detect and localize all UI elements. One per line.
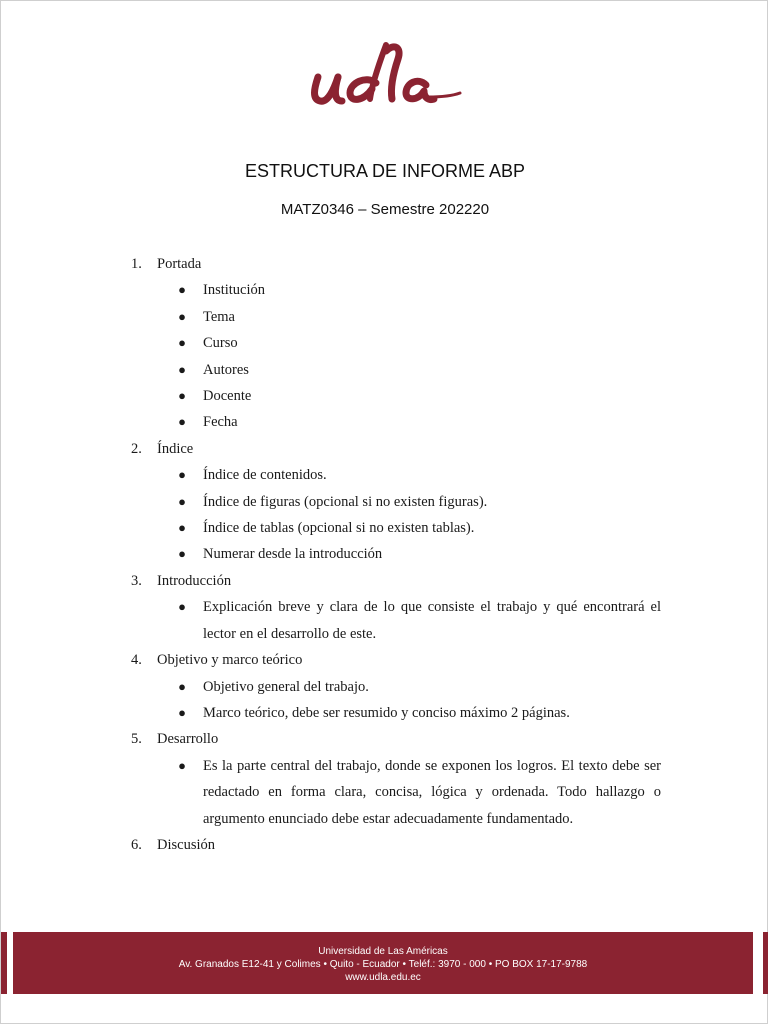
section-number: 6. [131, 836, 142, 853]
section-label: Desarrollo [157, 731, 219, 748]
section-introduccion [131, 568, 661, 594]
bullet-icon: ● [178, 388, 186, 404]
section-number: 2. [131, 440, 142, 457]
bullet-icon: ● [178, 282, 186, 298]
list-item: ● Numerar desde la introducción [131, 541, 661, 567]
section-label: Discusión [157, 836, 215, 853]
footer-edge-left [1, 932, 7, 994]
section-discusion [131, 832, 661, 858]
list-item: ● Índice de figuras (opcional si no existen figuras). [131, 489, 661, 515]
section-number: 3. [131, 572, 142, 589]
document-subtitle: MATZ0346 – Semestre 202220 [280, 201, 490, 218]
footer-band [13, 932, 753, 994]
list-item: ● Explicación breve y clara de lo que consiste el trabajo y qué encontrará el lector en el desarrollo de este. [131, 594, 661, 647]
bullet-icon: ● [178, 361, 186, 377]
section-number: 4. [131, 652, 142, 669]
footer-edge-right [763, 932, 768, 994]
list-item: ● Objetivo general del trabajo. [131, 674, 661, 700]
list-item: ● Institución [131, 277, 661, 303]
section-objetivo [131, 647, 661, 673]
bullet-icon: ● [178, 678, 186, 694]
list-item: ● Índice de tablas (opcional si no existen tablas). [131, 515, 661, 541]
bullet-icon: ● [178, 308, 186, 324]
bullet-icon: ● [178, 704, 186, 720]
section-label: Objetivo y marco teórico [157, 652, 303, 669]
footer-website: www.udla.edu.ec [345, 972, 421, 983]
list-item: ● Autores [131, 357, 661, 383]
list-item: ● Tema [131, 304, 661, 330]
bullet-icon: ● [178, 520, 186, 536]
list-item: ● Es la parte central del trabajo, donde se exponen los logros. El texto debe ser redactado en forma clara, concisa, lógica y ordenada. Todo hallazgo o argumento enunciado debe estar adecuadamente fundamentado. [131, 753, 661, 832]
document-title: ESTRUCTURA DE INFORME ABP [244, 161, 526, 181]
bullet-icon: ● [178, 335, 186, 351]
bullet-icon: ● [178, 467, 186, 483]
section-number: 5. [131, 731, 142, 748]
list-item: ● Fecha [131, 409, 661, 435]
bullet-icon: ● [178, 493, 186, 509]
list-item: ● Marco teórico, debe ser resumido y conciso máximo 2 páginas. [131, 700, 661, 726]
numbered-list [131, 251, 661, 858]
bullet-icon: ● [178, 546, 186, 562]
list-item: ● Índice de contenidos. [131, 462, 661, 488]
section-label: Introducción [157, 572, 232, 589]
udla-logo [306, 41, 466, 111]
section-desarrollo [131, 726, 661, 752]
section-number: 1. [131, 256, 142, 272]
bullet-icon: ● [178, 757, 186, 773]
section-portada [131, 251, 661, 277]
bullet-icon: ● [178, 414, 186, 430]
section-label: Índice [157, 440, 194, 457]
footer-university: Universidad de Las Américas [318, 946, 448, 957]
footer-address: Av. Granados E12-41 y Colimes • Quito - Ecuador • Teléf.: 3970 - 000 • PO BOX 17-17-9788 [178, 959, 588, 970]
section-indice [131, 436, 661, 462]
list-item: ● Docente [131, 383, 661, 409]
section-label: Portada [157, 256, 202, 272]
list-item: ● Curso [131, 330, 661, 356]
bullet-icon: ● [178, 599, 186, 615]
